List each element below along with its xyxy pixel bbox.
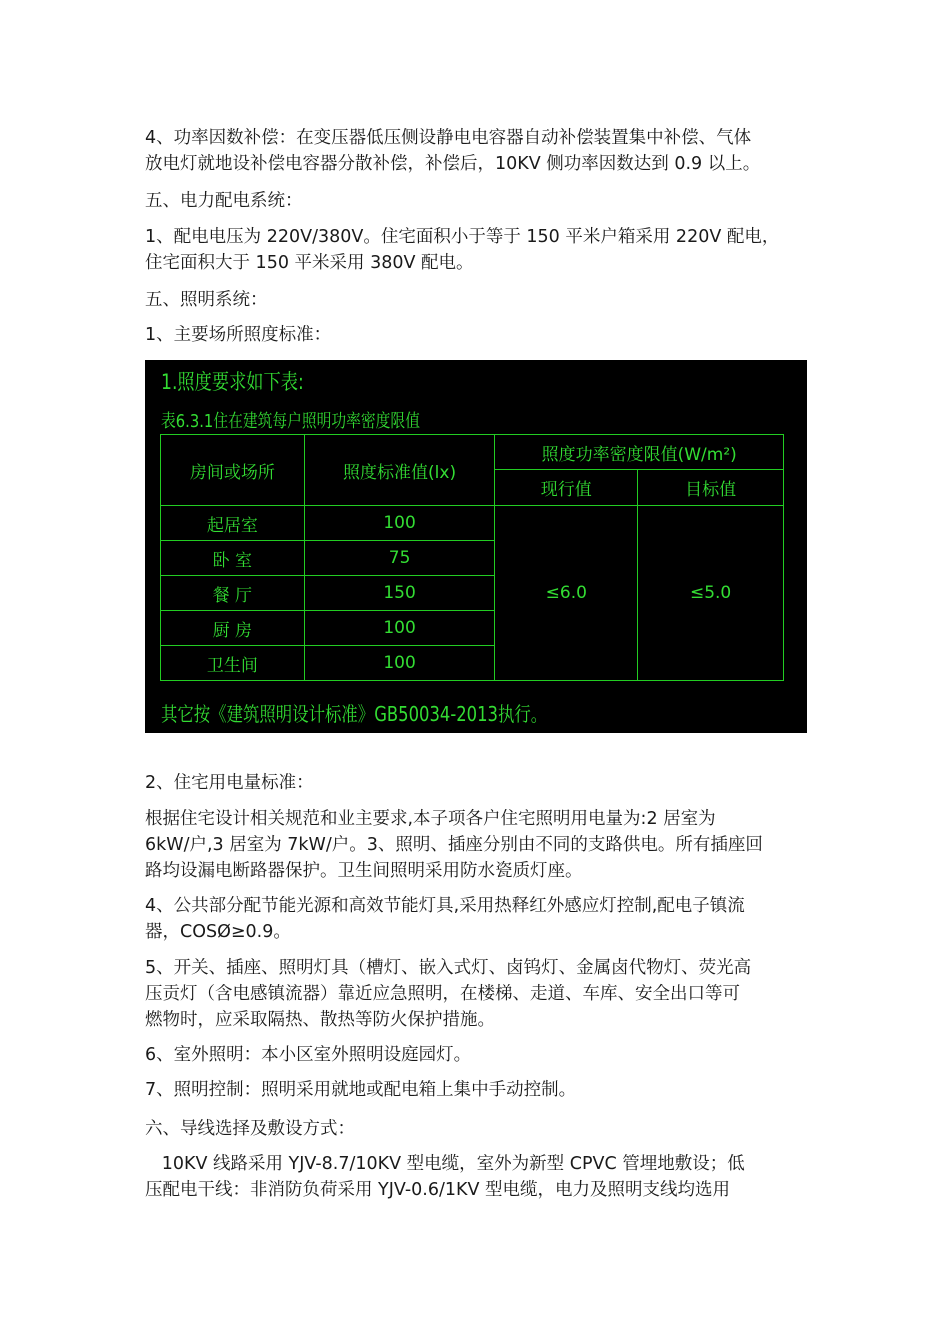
paragraph-cable-selection: [145, 1151, 810, 1203]
text-line: 4、公共部分配节能光源和高效节能灯具,采用热释红外感应灯控制,配电子镇流: [145, 896, 745, 916]
cell-lux: 100: [304, 646, 495, 681]
text-line: 燃物时，应采取隔热、散热等防火保护措施。: [145, 1010, 495, 1030]
cell-room: 起居室: [161, 506, 305, 541]
text-line: 5、开关、插座、照明灯具（槽灯、嵌入式灯、卤钨灯、金属卤代物灯、荧光高: [145, 958, 752, 978]
paragraph-distribution-voltage: [145, 224, 810, 276]
cell-target-value: ≤5.0: [638, 506, 784, 681]
cell-room: 卧 室: [161, 541, 305, 576]
text-line: 路均设漏电断路器保护。卫生间照明采用防水瓷质灯座。: [145, 861, 583, 881]
illuminance-table: [160, 434, 784, 681]
text-line: 4、功率因数补偿：在变压器低压侧设静电电容器自动补偿装置集中补偿、气体: [145, 128, 752, 148]
paragraph-public-lighting: [145, 893, 810, 945]
text-line: 住宅面积大于 150 平米采用 380V 配电。: [145, 253, 474, 273]
cell-lux: 150: [304, 576, 495, 611]
text-line: 1、配电电压为 220V/380V。住宅面积小于等于 150 平米户箱采用 220V 配电，: [145, 227, 780, 247]
text-line: 6kW/户,3 居室为 7kW/户。3、照明、插座分别由不同的支路供电。所有插座回: [145, 835, 763, 855]
text-line: 压配电干线：非消防负荷采用 YJV-0.6/1KV 型电缆，电力及照明支线均选用: [145, 1180, 731, 1200]
header-lpd: 照度功率密度限值(W/m²): [495, 435, 784, 470]
cell-lux: 100: [304, 506, 495, 541]
cell-current-value: ≤6.0: [495, 506, 638, 681]
cell-room: 厨 房: [161, 611, 305, 646]
header-illuminance: 照度标准值(lx): [304, 435, 495, 506]
cad-caption: 表6.3.1住在建筑每户照明功率密度限值: [161, 411, 420, 432]
paragraph-outdoor-lighting: 6、室外照明：本小区室外照明设庭园灯。: [145, 1045, 472, 1065]
text-line: 根据住宅设计相关规范和业主要求,本子项各户住宅照明用电量为:2 居室为: [145, 809, 716, 829]
header-target: 目标值: [638, 470, 784, 506]
header-room: 房间或场所: [161, 435, 305, 506]
cell-lux: 75: [304, 541, 495, 576]
heading-lighting-system: 五、照明系统：: [145, 290, 268, 310]
heading-wiring: 六、导线选择及敷设方式：: [145, 1119, 355, 1139]
text-line: 放电灯就地设补偿电容器分散补偿，补偿后，10KV 侧功率因数达到 0.9 以上。: [145, 154, 761, 174]
paragraph-lighting-control: 7、照明控制：照明采用就地或配电箱上集中手动控制。: [145, 1080, 577, 1100]
paragraph-power-factor: [145, 125, 810, 177]
paragraph-load-details: [145, 806, 810, 884]
text-line: 10KV 线路采用 YJV-8.7/10KV 型电缆，室外为新型 CPVC 管埋地敷设；低: [145, 1154, 745, 1174]
cad-note: 其它按《建筑照明设计标准》GB50034-2013执行。: [161, 702, 548, 726]
cad-illuminance-figure: [145, 360, 807, 733]
paragraph-electricity-standard: 2、住宅用电量标准：: [145, 773, 314, 793]
paragraph-fire-protection: [145, 955, 810, 1033]
text-line: 器，COSØ≥0.9。: [145, 922, 291, 942]
cell-room: 餐 厅: [161, 576, 305, 611]
cad-title: 1.照度要求如下表:: [161, 370, 304, 394]
cell-room: 卫生间: [161, 646, 305, 681]
header-current: 现行值: [495, 470, 638, 506]
text-line: 压贡灯（含电感镇流器）靠近应急照明，在楼梯、走道、车库、安全出口等可: [145, 984, 740, 1004]
cell-lux: 100: [304, 611, 495, 646]
heading-power-distribution: 五、电力配电系统：: [145, 191, 303, 211]
paragraph-illuminance-standard: 1、主要场所照度标准：: [145, 325, 332, 345]
table-row: [161, 506, 784, 541]
